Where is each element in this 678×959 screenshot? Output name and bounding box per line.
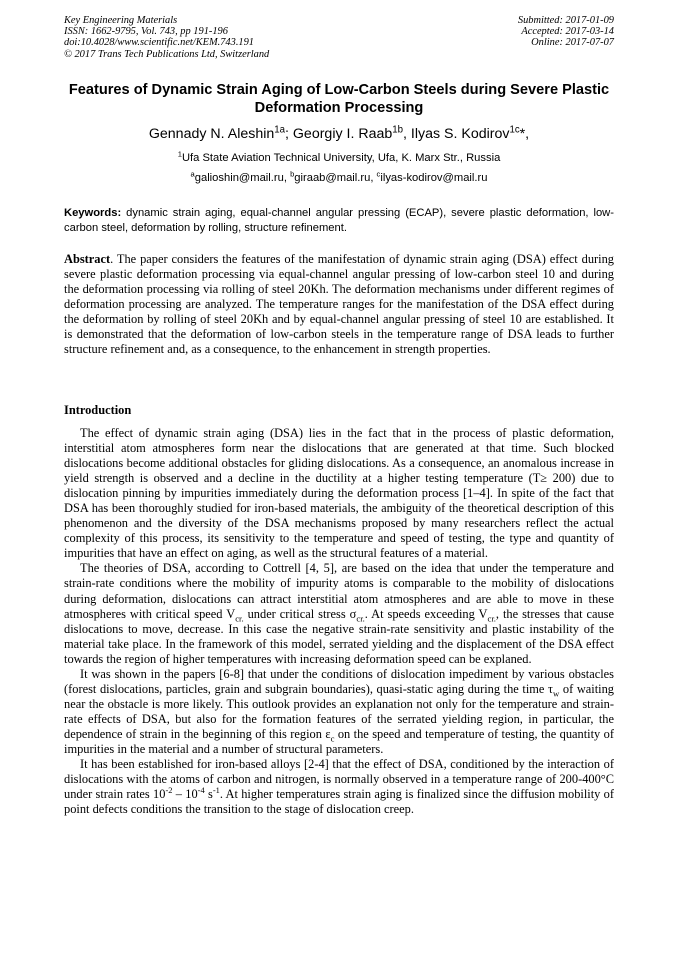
author-superscript: 1a bbox=[274, 124, 285, 136]
subscript: cr. bbox=[356, 613, 365, 624]
introduction-body bbox=[64, 426, 614, 817]
paragraph-text: The theories of DSA, according to Cottrell [4, 5], are based on the idea that under the temperature and strain-rate conditions where the mobility of impurity atoms is comparable to the mobility of dislocations during deformation, dislocations can attract interstitial atom atmospheres and are able to move in these atmospheres with critical speed V bbox=[64, 561, 614, 621]
author-emails bbox=[40, 171, 638, 185]
subscript: cr. bbox=[487, 613, 496, 624]
affiliation bbox=[40, 151, 638, 165]
paragraph-text: under critical stress σ bbox=[243, 606, 357, 621]
author-name: Georgiy I. Raab bbox=[292, 126, 393, 142]
paragraph-text: on the speed and temperature of testing, the quantity of impurities in the material and a number of structural parameters. bbox=[64, 726, 614, 756]
author-list bbox=[40, 125, 638, 143]
online-date: Online: 2017-07-07 bbox=[531, 37, 614, 49]
copyright-line: © 2017 Trans Tech Publications Ltd, Switzerland bbox=[64, 48, 270, 60]
abstract-block bbox=[64, 252, 614, 357]
author-separator: , bbox=[403, 126, 411, 142]
introduction-heading: Introduction bbox=[64, 403, 132, 417]
author-superscript: 1b bbox=[392, 124, 403, 136]
superscript: -1 bbox=[212, 785, 220, 795]
paper-title: Features of Dynamic Strain Aging of Low-Carbon Steels during Severe Plastic Deformation Processing bbox=[68, 82, 610, 116]
paragraph: The effect of dynamic strain aging (DSA) lies in the fact that in the process of plastic deformation, interstitial atom atmospheres form near the dislocations that are generated at that time. Such blocked dislocations become additional obstacles for gliding dislocations. As a consequence, an anomalous increase in yield strength is observed and a decline in the ductility at a higher testing temperature (T≥ 200) due to dislocation pinning by impurities immediately during the deformation process [1–4]. In spite of the fact that DSA has been thoroughly studied for iron-based materials, the ambiguity of the theoretical description of this phenomenon and the diversity of the DSA mechanisms proposed by many researchers reflect the actual complexity of this process, its sensitivity to the temperature and speed of testing, the type and quantity of impurities that have an effect on aging, as well as the structural features of a material. bbox=[64, 426, 614, 561]
paragraph bbox=[64, 667, 614, 757]
author-superscript: 1c bbox=[509, 124, 520, 136]
author-separator: ; bbox=[285, 126, 293, 142]
email-link[interactable]: galioshin@mail.ru, bbox=[194, 172, 291, 184]
keywords-block bbox=[64, 206, 614, 236]
email-superscript: c bbox=[376, 169, 381, 179]
paragraph-text: – 10 bbox=[172, 787, 198, 802]
author-name: Gennady N. Aleshin bbox=[148, 126, 275, 142]
email-link[interactable]: ilyas-kodirov@mail.ru bbox=[380, 172, 488, 184]
accepted-date: Accepted: 2017-03-14 bbox=[521, 26, 614, 38]
email-link[interactable]: giraab@mail.ru, bbox=[294, 172, 377, 184]
email-superscript: b bbox=[290, 169, 295, 179]
journal-header-right bbox=[518, 15, 614, 49]
paragraph-text: , the stresses that cause dislocations to move, decrease. In this case the negative strain-rate sensitivity and plastic instability of the material take place. In the framework of this model, serrated yielding and the displacement of the DSA effect towards the region of higher temperatures with increasing deformation speed can be explaned. bbox=[64, 606, 614, 666]
email-superscript: a bbox=[190, 169, 195, 179]
issn-line: ISSN: 1662-9795, Vol. 743, pp 191-196 bbox=[64, 26, 228, 38]
subscript: cr. bbox=[235, 613, 244, 624]
affiliation-text: Ufa State Aviation Technical University, Ufa, K. Marx Str., Russia bbox=[181, 152, 501, 164]
journal-name: Key Engineering Materials bbox=[64, 15, 178, 26]
paragraph bbox=[64, 757, 614, 817]
superscript: -4 bbox=[197, 785, 205, 795]
subscript: w bbox=[553, 688, 560, 699]
subscript: c bbox=[330, 733, 335, 744]
paragraph-text: . At higher temperatures strain aging is finalized since the diffusion mobility of point defects conditions the transition to the stage of dislocation creep. bbox=[64, 787, 615, 817]
doi-line: doi:10.4028/www.scientific.net/KEM.743.191 bbox=[64, 37, 254, 49]
keywords-label: Keywords: bbox=[64, 207, 122, 219]
author-name: Ilyas S. Kodirov bbox=[410, 126, 510, 142]
abstract-text: . The paper considers the features of the manifestation of dynamic strain aging (DSA) effect during severe plastic deformation processing via equal-channel angular pressing of low-carbon steel 10 and during the deformation processing via rolling of steel 20Kh. The deformation mechanisms under different regimes of deformation processing are analyzed. The temperature ranges for the manifestation of the DSA effect during the deformation by rolling of steel 20Kh and by equal-channel angular pressing of steel 10 are established. It is demonstrated that the deformation of low-carbon steels in the temperature range of DSA leads to further structure refinement and, as a consequence, to the enhancement in strength properties. bbox=[64, 252, 614, 357]
paragraph-text: of waiting near the obstacle is more likely. This outlook provides an explanation not only for the temperature and strain-rate effects of DSA, but also for the formation features of the serrated yielding region, in particular, the dependence of strain in the beginning of this region ε bbox=[64, 681, 614, 741]
superscript: -2 bbox=[165, 785, 173, 795]
abstract-label: Abstract bbox=[64, 252, 111, 266]
keywords-text: dynamic strain aging, equal-channel angular pressing (ECAP), severe plastic deformation, low-carbon steel, deformation by rolling, structure refinement. bbox=[64, 207, 614, 234]
paragraph-text: It has been established for iron-based alloys [2-4] that the effect of DSA, conditioned by the interaction of dislocations with the atoms of carbon and nitrogen, is normally observed in a temperature range of 200-400°C under strain rates 10 bbox=[64, 757, 614, 802]
paragraph-text: s bbox=[204, 787, 213, 802]
corresponding-mark: *, bbox=[519, 126, 530, 142]
journal-header-left bbox=[64, 15, 269, 60]
paragraph-text: . At speeds exceeding V bbox=[364, 606, 488, 621]
affiliation-superscript: 1 bbox=[177, 149, 182, 159]
paragraph-text: It was shown in the papers [6-8] that under the conditions of dislocation impediment by various obstacles (forest dislocations, particles, grain and subgrain boundaries), quasi-static aging during the time τ bbox=[64, 666, 614, 696]
paragraph bbox=[64, 561, 614, 666]
submitted-date: Submitted: 2017-01-09 bbox=[517, 15, 614, 26]
